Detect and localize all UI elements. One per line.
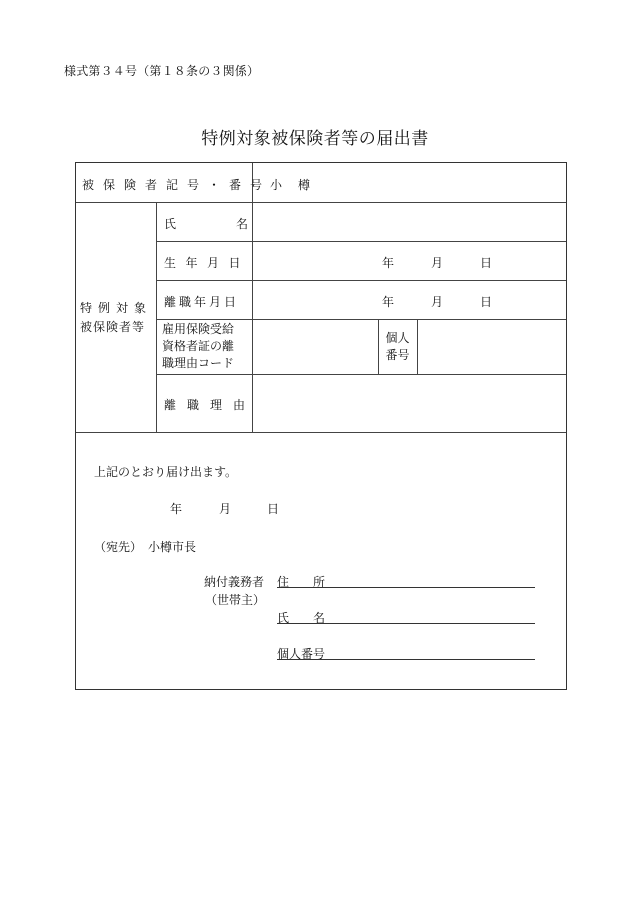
name-field-label: 氏 名 [277,611,326,625]
declaration-statement: 上記のとおり届け出ます。 [94,465,238,479]
rule-row1 [76,202,566,203]
code-label-line3: 職理由コード [162,356,235,370]
personal-number-label [378,330,417,364]
label-text: 被保険者記号・番号 [82,178,272,192]
rule-col-personal-right [417,319,418,374]
group-label-line1: 特例対象 [80,301,153,315]
form-code: 様式第３４号（第１８条の３関係） [64,64,260,78]
address-underline [277,587,535,588]
addressee: （宛先） 小樽市長 [94,540,197,554]
declaration-day: 日 [267,502,280,516]
birthdate-year: 年 [382,256,395,270]
personal-number-field-label: 個人番号 [277,647,326,661]
rule-row3 [156,280,566,281]
personal-number-line1: 個人 [385,331,410,345]
name-label: 氏名 [164,217,309,231]
insured-number-label [82,176,272,193]
declaration-year: 年 [170,502,183,516]
code-label-line1: 雇用保険受給 [162,322,235,336]
birthdate-label: 生年月日 [164,256,251,270]
rule-row5 [156,374,566,375]
separation-date-month: 月 [431,295,444,309]
personal-number-underline [277,659,535,660]
rule-row4 [156,319,566,320]
group-label-line2: 被保険者等 [80,320,146,334]
separation-date-day: 日 [480,295,493,309]
name-underline [277,623,535,624]
form-table [75,162,567,690]
separation-date-label: 離職年月日 [164,295,240,309]
separation-code-label [162,321,234,372]
separation-reason-label: 離職理由 [164,398,257,412]
birthdate-month: 月 [431,256,444,270]
page-title: 特例対象被保険者等の届出書 [201,129,429,149]
rule-row6 [76,432,566,433]
address-label: 住 所 [277,575,326,589]
group-label [80,299,154,337]
payer-label: 納付義務者 [204,575,265,589]
personal-number-line2: 番号 [385,348,410,362]
birthdate-day: 日 [480,256,493,270]
insured-number-value: 小 樽 [270,178,313,192]
rule-col-group [156,202,157,432]
rule-col-label [252,163,253,432]
householder-label: （世帯主） [205,593,266,607]
rule-row2 [156,241,566,242]
code-label-line2: 資格者証の離 [162,339,235,353]
declaration-month: 月 [219,502,232,516]
separation-date-year: 年 [382,295,395,309]
